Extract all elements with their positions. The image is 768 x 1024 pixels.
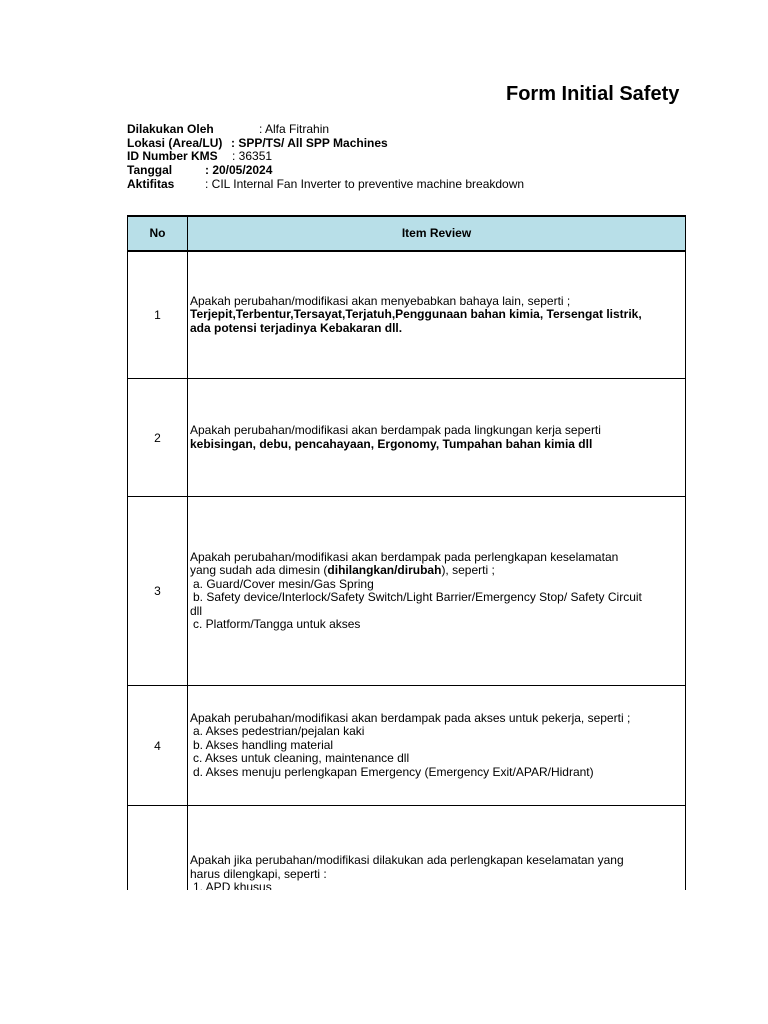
form-title: Form Initial Safety — [506, 83, 680, 105]
row-subitem: b. Safety device/Interlock/Safety Switch/Light Barrier/Emergency Stop/ Safety Circuit — [193, 590, 642, 604]
row-number: 4 — [128, 686, 188, 805]
dilakukan-value: : Alfa Fitrahin — [259, 122, 330, 136]
row-item-text — [190, 686, 683, 805]
row-question: Apakah perubahan/modifikasi akan menyebabkan bahaya lain, seperti ; — [190, 293, 571, 308]
idnumber-label: ID Number KMS — [127, 149, 218, 163]
table-row — [128, 252, 685, 379]
row-item-text — [190, 806, 683, 890]
tanggal-label: Tanggal — [127, 163, 173, 177]
row-item-text — [190, 497, 683, 685]
row-number: 2 — [128, 379, 188, 496]
row-question: Apakah jika perubahan/modifikasi dilakukan ada perlengkapan keselamatan yang — [190, 853, 624, 867]
idnumber-value: : 36351 — [232, 149, 273, 163]
row-examples-cont: ada potensi terjadinya Kebakaran dll. — [190, 320, 403, 335]
row-subitem: c. Platform/Tangga untuk akses — [193, 617, 361, 631]
dilakukan-label: Dilakukan Oleh — [127, 122, 214, 136]
table-row — [128, 379, 685, 497]
info-idnumber — [127, 150, 272, 163]
table-row — [128, 497, 685, 686]
row-question-cont — [190, 564, 683, 578]
row-examples: Terjepit,Terbentur,Tersayat,Terjatuh,Penggunaan bahan kimia, Tersengat listrik, — [190, 307, 642, 322]
lokasi-value: : SPP/TS/ All SPP Machines — [231, 136, 388, 150]
header-item-review: Item Review — [401, 226, 472, 240]
row-question-cont: harus dilengkapi, seperti : — [190, 866, 327, 881]
row-number: 1 — [128, 252, 188, 378]
row-subitem-cont: dll — [190, 603, 203, 618]
review-table — [127, 215, 686, 890]
row-number — [128, 806, 188, 890]
row-question: Apakah perubahan/modifikasi akan berdampak pada perlengkapan keselamatan — [190, 549, 619, 564]
table-row — [128, 686, 685, 806]
row-item-text — [190, 379, 683, 496]
row-subitem: a. Guard/Cover mesin/Gas Spring — [193, 576, 374, 591]
row-question-post: ), seperti ; — [441, 563, 495, 577]
aktifitas-value: : CIL Internal Fan Inverter to preventive machine breakdown — [205, 177, 525, 191]
info-tanggal — [127, 164, 272, 177]
row-subitem: b. Akses handling material — [193, 737, 334, 752]
table-row — [128, 806, 685, 890]
tanggal-value: : 20/05/2024 — [205, 163, 273, 177]
row-subitem: d. Akses menuju perlengkapan Emergency (Emergency Exit/APAR/Hidrant) — [193, 764, 594, 779]
row-subitem: 1. APD khusus — [193, 880, 272, 890]
row-question-pre: yang sudah ada dimesin ( — [190, 563, 328, 577]
aktifitas-label: Aktifitas — [127, 177, 175, 191]
row-question-bold: dihilangkan/dirubah — [327, 563, 442, 577]
row-number: 3 — [128, 497, 188, 685]
row-question: Apakah perubahan/modifikasi akan berdampak pada lingkungan kerja seperti — [190, 423, 601, 437]
row-subitem: c. Akses untuk cleaning, maintenance dll — [193, 751, 410, 766]
header-no: No — [128, 217, 188, 250]
row-item-text — [190, 252, 683, 378]
info-aktifitas — [127, 178, 524, 191]
row-question: Apakah perubahan/modifikasi akan berdampak pada akses untuk pekerja, seperti ; — [190, 710, 631, 725]
row-subitem: a. Akses pedestrian/pejalan kaki — [193, 724, 365, 739]
lokasi-label: Lokasi (Area/LU) — [127, 136, 223, 150]
info-dilakukan — [127, 123, 329, 136]
table-header — [128, 217, 685, 252]
row-examples: kebisingan, debu, pencahayaan, Ergonomy, Tumpahan bahan kimia dll — [190, 436, 593, 451]
